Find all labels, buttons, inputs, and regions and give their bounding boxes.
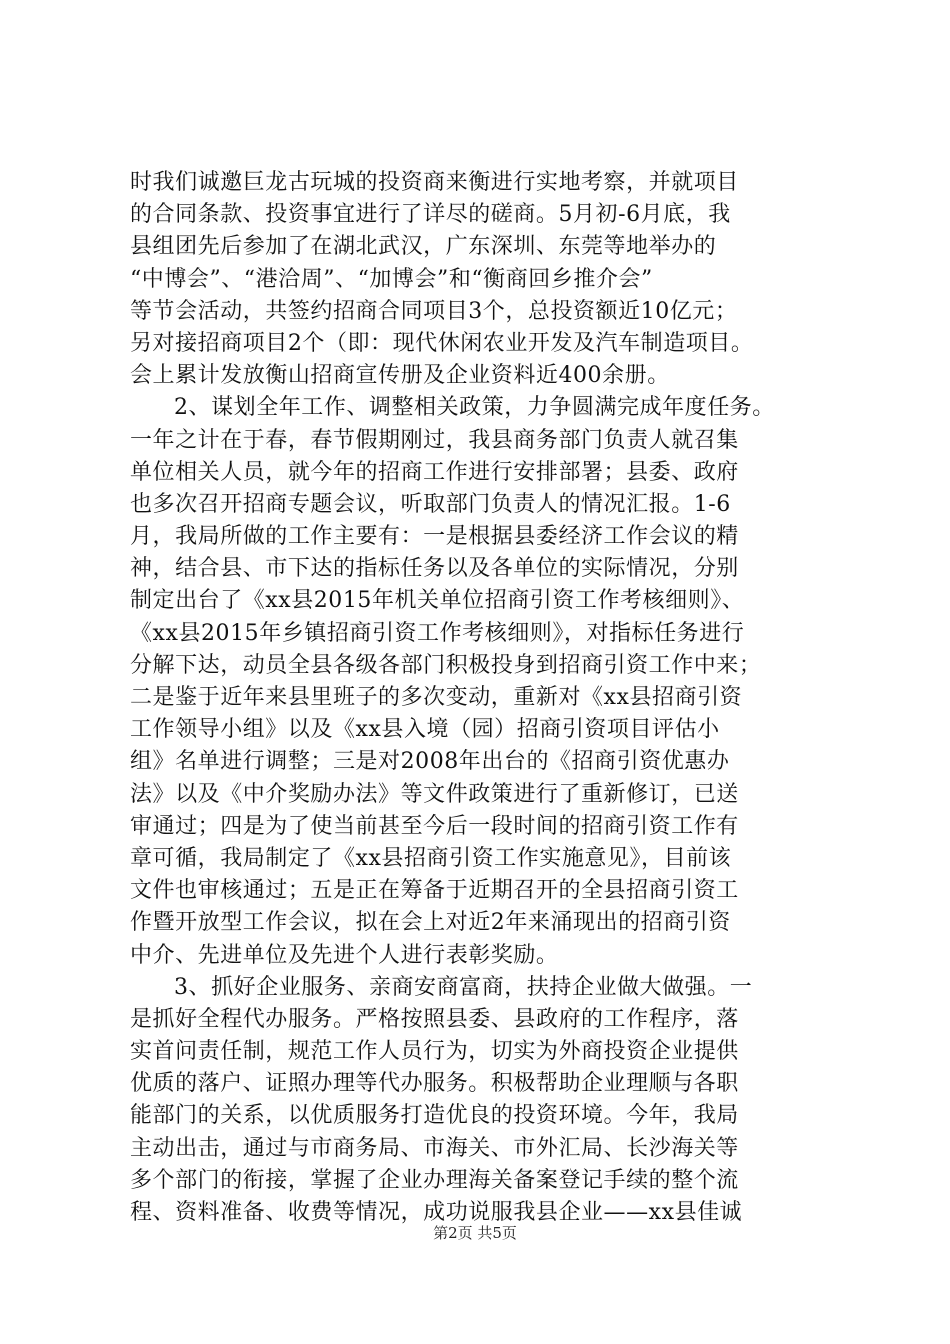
text-line: “中博会”、“港洽周”、“加博会”和“衡商回乡推介会” xyxy=(130,266,653,292)
text-line: 是抓好全程代办服务。严格按照县委、县政府的工作程序，落 xyxy=(130,1006,739,1032)
text-line: 时我们诚邀巨龙古玩城的投资商来衡进行实地考察，并就项目 xyxy=(130,170,739,195)
text-line: 单位相关人员，就今年的招商工作进行安排部署；县委、政府 xyxy=(130,459,739,485)
text-line: 实首问责任制，规范工作人员行为，切实为外商投资企业提供 xyxy=(130,1039,739,1065)
body-text xyxy=(130,167,865,1229)
text-line: 一年之计在于春，春节假期刚过，我县商务部门负责人就召集 xyxy=(130,427,739,453)
text-line: 多个部门的衔接，掌握了企业办理海关备案登记手续的整个流 xyxy=(130,1167,739,1193)
text-line: 能部门的关系，以优质服务打造优良的投资环境。今年，我局 xyxy=(130,1103,739,1129)
text-line: 也多次召开招商专题会议，听取部门负责人的情况汇报。1-6 xyxy=(130,491,731,517)
text-line: 县组团先后参加了在湖北武汉，广东深圳、东莞等地举办的 xyxy=(130,234,717,260)
text-line: 制定出台了《xx县2015年机关单位招商引资工作考核细则》、 xyxy=(130,588,745,614)
text-line: 审通过；四是为了使当前甚至今后一段时间的招商引资工作有 xyxy=(130,813,739,839)
text-line: 另对接招商项目2个（即：现代休闲农业开发及汽车制造项目。 xyxy=(130,330,754,356)
text-line: 《xx县2015年乡镇招商引资工作考核细则》，对指标任务进行 xyxy=(130,620,745,646)
text-line: 法》以及《中介奖励办法》等文件政策进行了重新修订，已送 xyxy=(130,781,739,807)
text-line: 文件也审核通过；五是正在筹备于近期召开的全县招商引资工 xyxy=(130,878,739,904)
page-footer: 第2页 共5页 xyxy=(433,1224,517,1242)
text-line: 工作领导小组》以及《xx县入境（园）招商引资项目评估小 xyxy=(130,717,720,743)
text-line: 优质的落户、证照办理等代办服务。积极帮助企业理顺与各职 xyxy=(130,1071,739,1097)
text-line: 作暨开放型工作会议，拟在会上对近2年来涌现出的招商引资 xyxy=(130,910,731,936)
text-line: 二是鉴于近年来县里班子的多次变动，重新对《xx县招商引资 xyxy=(130,685,743,710)
text-line: 分解下达，动员全县各级各部门积极投身到招商引资工作中来； xyxy=(130,652,762,678)
paragraph-heading-2: 2、谋划全年工作、调整相关政策，力争圆满完成年度任务。 xyxy=(174,395,775,421)
text-line: 的合同条款、投资事宜进行了详尽的磋商。5月初-6月底，我 xyxy=(130,202,731,228)
text-line: 神，结合县、市下达的指标任务以及各单位的实际情况，分别 xyxy=(130,556,739,582)
text-line: 会上累计发放衡山招商宣传册及企业资料近400余册。 xyxy=(130,363,670,389)
paragraph-heading-3: 3、抓好企业服务、亲商安商富商，扶持企业做大做强。一 xyxy=(174,974,753,1000)
text-line: 组》名单进行调整；三是对2008年出台的《招商引资优惠办 xyxy=(130,749,730,775)
text-line: 等节会活动，共签约招商合同项目3个，总投资额近10亿元； xyxy=(130,298,738,324)
text-line: 中介、先进单位及先进个人进行表彰奖励。 xyxy=(130,942,559,968)
text-line: 程、资料准备、收费等情况，成功说服我县企业——xx县佳诚 xyxy=(130,1200,743,1225)
text-line: 主动出击，通过与市商务局、市海关、市外汇局、长沙海关等 xyxy=(130,1135,739,1161)
text-line: 章可循，我局制定了《xx县招商引资工作实施意见》，目前该 xyxy=(130,845,732,871)
text-line: 月，我局所做的工作主要有：一是根据县委经济工作会议的精 xyxy=(130,524,739,550)
